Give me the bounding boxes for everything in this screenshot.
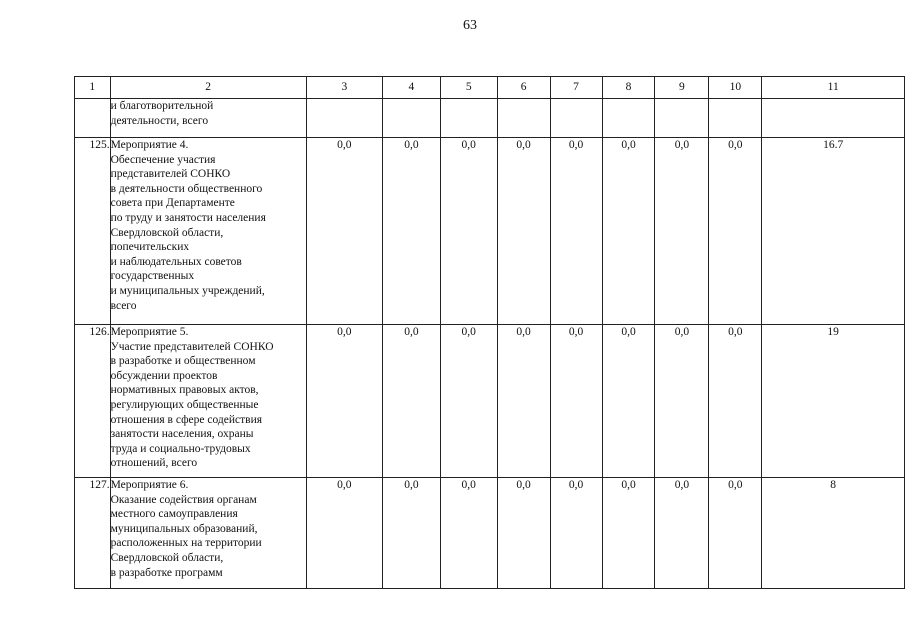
description-line: муниципальных образований, [110,522,258,535]
row-description [110,478,306,589]
column-header: 6 [497,77,550,99]
value-cell: 0,0 [655,478,709,589]
column-header: 5 [440,77,497,99]
value-cell: 0,0 [550,325,602,478]
description-line: труда и социально-трудовых [110,442,251,455]
description-line: обсуждении проектов [110,369,218,382]
description-line: государственных [110,270,195,283]
column-header: 10 [709,77,762,99]
row-description [110,138,306,325]
value-cell [440,99,497,138]
description-line: совета при Департаменте [110,197,235,210]
description-line: представителей СОНКО [110,168,231,181]
value-cell: 16.7 [762,138,905,325]
value-cell: 0,0 [440,138,497,325]
value-cell: 0,0 [709,478,762,589]
description-line: Участие представителей СОНКО [110,340,274,353]
value-cell: 0,0 [382,138,440,325]
value-cell: 0,0 [306,478,382,589]
description-line: всего [110,299,137,312]
description-line: отношений, всего [110,457,198,470]
description-line: расположенных на территории [110,537,262,550]
value-cell [550,99,602,138]
column-header: 11 [762,77,905,99]
value-cell: 0,0 [602,478,655,589]
description-line: местного самоуправления [110,508,238,521]
value-cell: 0,0 [709,325,762,478]
value-cell: 0,0 [497,478,550,589]
value-cell: 0,0 [497,138,550,325]
program-table [74,76,905,589]
header-row [75,77,905,99]
description-line: Мероприятие 4. [110,139,189,151]
value-cell: 8 [762,478,905,589]
row-number: 126. [75,325,111,478]
description-line: и наблюдательных советов [110,255,242,268]
value-cell [306,99,382,138]
description-line: Свердловской области, [110,226,224,239]
description-line: и благотворительной [110,100,214,112]
value-cell [497,99,550,138]
value-cell: 0,0 [550,138,602,325]
description-line: в разработке программ [110,566,223,579]
value-cell: 0,0 [655,138,709,325]
description-line: Мероприятие 5. [110,326,189,338]
column-header: 9 [655,77,709,99]
value-cell: 0,0 [602,325,655,478]
value-cell [382,99,440,138]
value-cell: 0,0 [602,138,655,325]
value-cell [602,99,655,138]
value-cell: 0,0 [655,325,709,478]
table-row [75,99,905,138]
column-header: 2 [110,77,306,99]
page-number: 63 [463,18,477,33]
row-number: 127. [75,478,111,589]
description-line: Свердловской области, [110,551,224,564]
value-cell: 0,0 [440,478,497,589]
value-cell: 0,0 [440,325,497,478]
value-cell: 0,0 [382,325,440,478]
table-row [75,478,905,589]
description-line: Обеспечение участия [110,153,216,166]
row-description [110,99,306,138]
description-line: занятости населения, охраны [110,428,254,441]
description-line: отношения в сфере содействия [110,413,263,426]
description-line: Оказание содействия органам [110,493,257,506]
value-cell: 0,0 [550,478,602,589]
description-line: в деятельности общественного [110,182,263,195]
description-line: Мероприятие 6. [110,479,189,491]
column-header: 8 [602,77,655,99]
description-line: в разработке и общественном [110,355,256,368]
table-row [75,325,905,478]
value-cell: 0,0 [306,325,382,478]
row-number [75,99,111,138]
description-line: нормативных правовых актов, [110,384,259,397]
column-header: 1 [75,77,111,99]
column-header: 3 [306,77,382,99]
column-header: 7 [550,77,602,99]
value-cell [655,99,709,138]
value-cell [709,99,762,138]
value-cell: 0,0 [709,138,762,325]
value-cell: 19 [762,325,905,478]
description-line: регулирующих общественные [110,398,259,411]
value-cell: 0,0 [382,478,440,589]
table-row [75,138,905,325]
description-line: и муниципальных учреждений, [110,284,265,297]
row-number: 125. [75,138,111,325]
value-cell: 0,0 [306,138,382,325]
description-line: деятельности, всего [110,114,209,127]
description-line: попечительских [110,241,190,254]
value-cell: 0,0 [497,325,550,478]
row-description [110,325,306,478]
description-line: по труду и занятости населения [110,211,266,224]
value-cell [762,99,905,138]
column-header: 4 [382,77,440,99]
